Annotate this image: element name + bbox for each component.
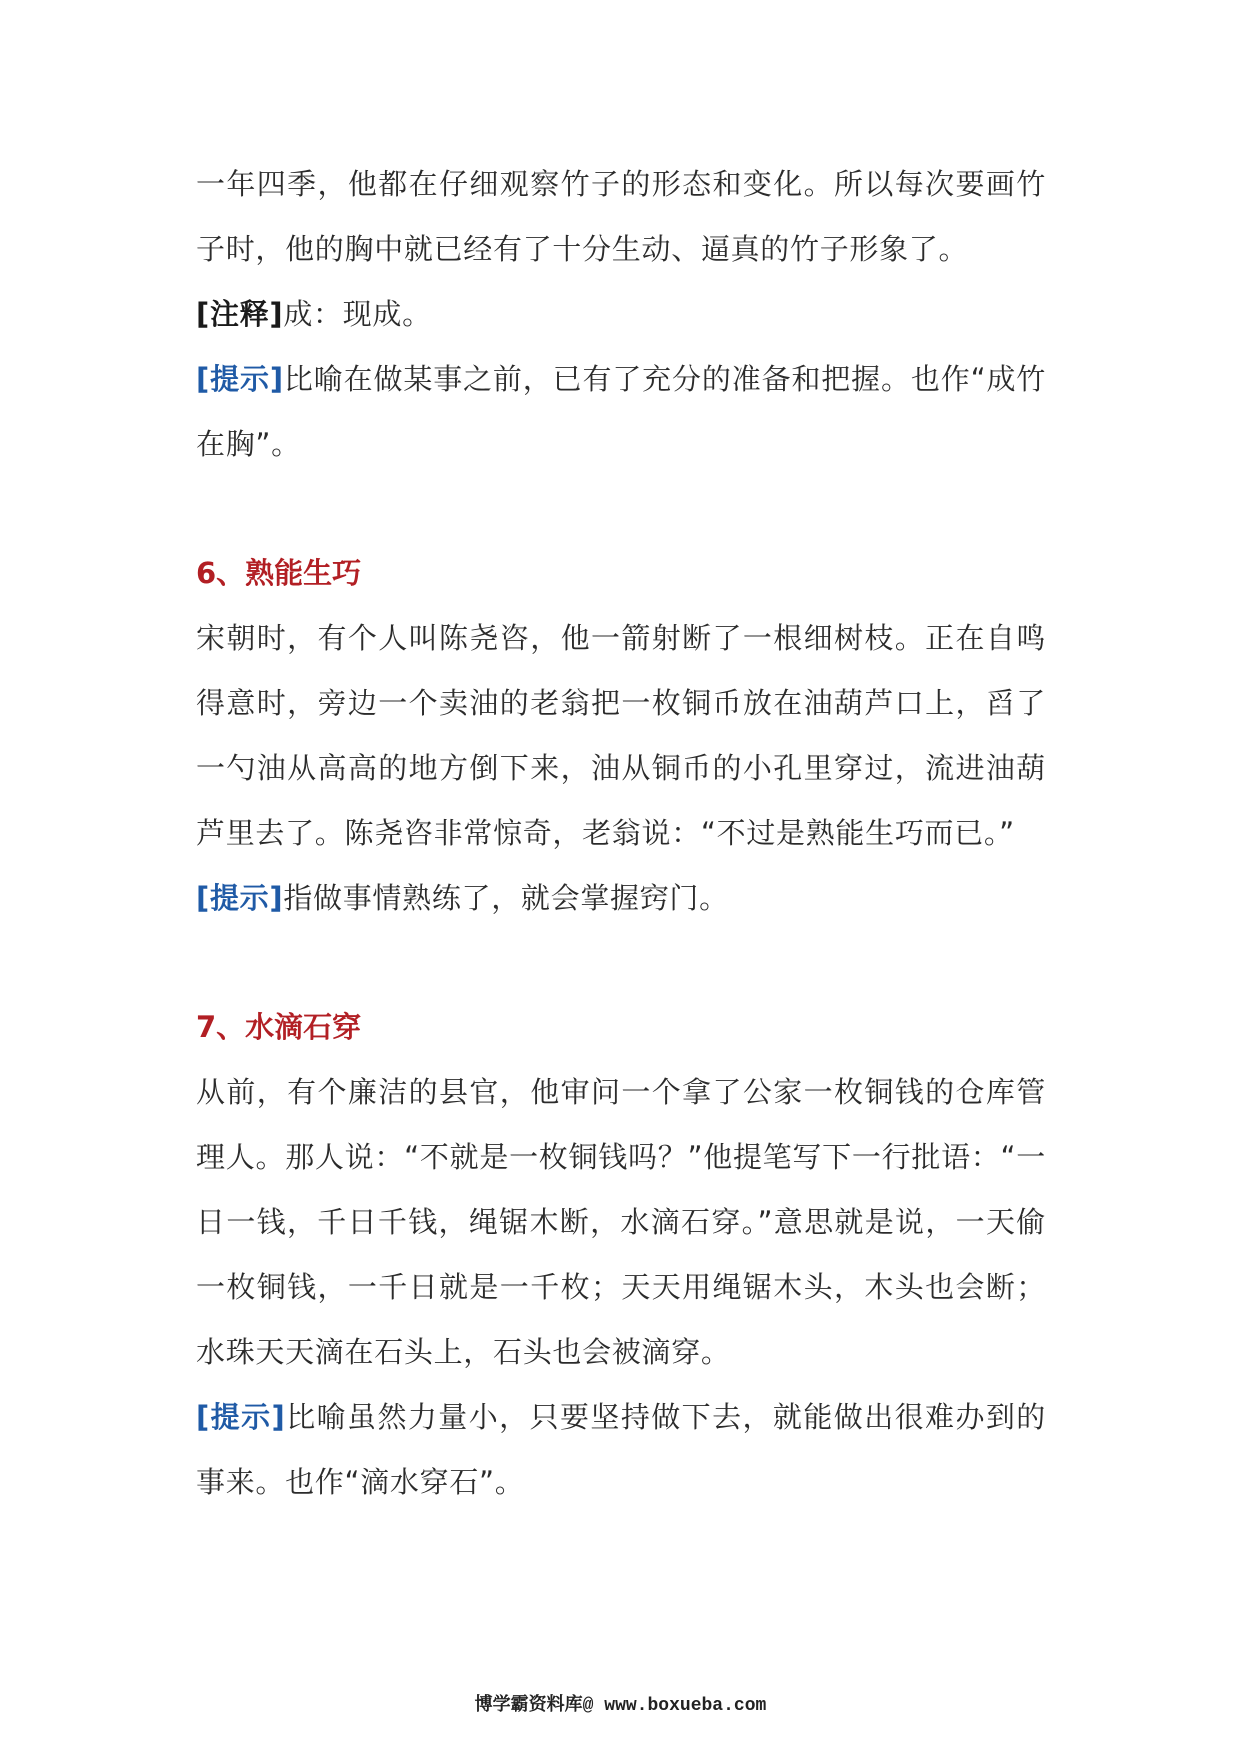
document-body: [196, 152, 1046, 1515]
note-text: 成：现成。: [283, 297, 432, 331]
note-label: [注释]: [196, 297, 284, 331]
intro-paragraph: 一年四季，他都在仔细观察竹子的形态和变化。所以每次要画竹子时，他的胸中就已经有了十分生动、逼真的竹子形象了。: [196, 167, 1046, 266]
section-title: 7、水滴石穿: [196, 1010, 362, 1044]
section-title: 6、熟能生巧: [196, 556, 362, 590]
note-line: [196, 282, 1046, 347]
section-gap: [196, 931, 1046, 995]
page-footer: 博学霸资料库@ www.boxueba.com: [474, 1696, 767, 1716]
section-gap: [196, 477, 1046, 541]
section-story: 宋朝时，有个人叫陈尧咨，他一箭射断了一根细树枝。正在自鸣得意时，旁边一个卖油的老翁把一枚铜币放在油葫芦口上，舀了一勺油从高高的地方倒下来，油从铜币的小孔里穿过，流进油葫芦里去了。陈尧咨非常惊奇，老翁说：“不过是熟能生巧而已。”: [196, 621, 1046, 850]
hint-text: 比喻在做某事之前，已有了充分的准备和把握。也作“成竹在胸”。: [196, 362, 1046, 461]
hint-text: 比喻虽然力量小，只要坚持做下去，就能做出很难办到的事来。也作“滴水穿石”。: [196, 1400, 1046, 1499]
hint-label: [提示]: [196, 1400, 286, 1434]
hint-line: [196, 1385, 1046, 1515]
hint-line: [196, 347, 1046, 477]
hint-label: [提示]: [196, 362, 284, 396]
hint-line: [196, 866, 1046, 931]
hint-label: [提示]: [196, 881, 284, 915]
section-story: 从前，有个廉洁的县官，他审问一个拿了公家一枚铜钱的仓库管理人。那人说：“不就是一枚铜钱吗？”他提笔写下一行批语：“一日一钱，千日千钱，绳锯木断，水滴石穿。”意思就是说，一天偷一枚铜钱，一千日就是一千枚；天天用绳锯木头，木头也会断；水珠天天滴在石头上，石头也会被滴穿。: [196, 1075, 1046, 1369]
hint-text: 指做事情熟练了，就会掌握窍门。: [283, 881, 729, 915]
